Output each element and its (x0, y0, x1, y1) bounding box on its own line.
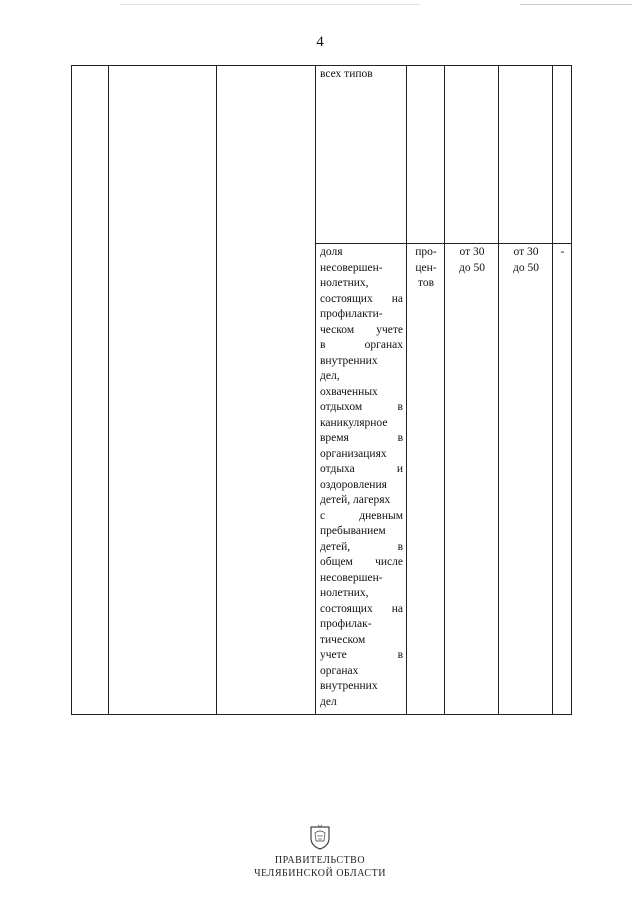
indicator-line: с дневным (320, 509, 403, 522)
indicator-line: организациях (320, 447, 387, 460)
value-c-text: - (560, 246, 565, 258)
value-c-cell (553, 244, 572, 715)
value-a-cell (445, 66, 499, 244)
indicator-line: в органах (320, 339, 403, 351)
value-a-line: до 50 (459, 261, 485, 274)
unit-line: тов (417, 277, 435, 289)
indicator-cell (316, 66, 407, 244)
indicator-line: несовершен- (320, 571, 383, 584)
col-number-cell (72, 66, 109, 715)
indicator-line: ческом учете (320, 323, 403, 336)
indicator-line: профилак- (320, 618, 372, 630)
indicator-line: тическом (320, 633, 366, 646)
indicator-line: дел, (320, 370, 340, 382)
indicator-line: общем числе (320, 556, 403, 568)
value-a-line: от 30 (459, 246, 485, 258)
value-b-line: от 30 (513, 246, 539, 258)
indicator-line: внутренних (320, 680, 378, 692)
indicator-line: доля (320, 246, 343, 258)
stamp-footer (0, 854, 640, 880)
value-b-line: до 50 (513, 261, 539, 274)
indicator-line: время в (320, 432, 403, 444)
indicator-line: каникулярное (320, 416, 388, 429)
col-program-cell (109, 66, 217, 715)
indicator-line: оздоровления (320, 478, 387, 491)
scan-artifact-left (120, 4, 420, 5)
page-number: 4 (316, 34, 324, 50)
indicator-line: состоящих на (320, 292, 403, 305)
indicator-line: нолетних, (320, 587, 369, 599)
shield-icon (309, 824, 331, 850)
unit-cell (407, 66, 445, 244)
indicator-line: детей, в (320, 540, 403, 553)
indicator-line: профилакти- (320, 308, 383, 320)
value-b-cell (499, 66, 553, 244)
value-c-cell (553, 66, 572, 244)
indicator-line: отдыха и (320, 463, 403, 475)
indicator-text: всех типов (320, 68, 373, 80)
indicator-line: детей, лагерях (320, 494, 391, 506)
indicator-line: охваченных (320, 385, 378, 398)
coat-of-arms-emblem (0, 824, 640, 855)
value-b-cell (499, 244, 553, 715)
table-row (72, 66, 572, 244)
indicator-line: дел (320, 695, 337, 708)
indicator-line: органах (320, 664, 359, 677)
unit-line: про- (415, 246, 437, 258)
scan-artifact-right (520, 4, 632, 5)
unit-cell (407, 244, 445, 715)
indicator-line: состоящих на (320, 602, 403, 615)
indicator-line: учете в (320, 649, 403, 661)
stamp-line-2: ЧЕЛЯБИНСКОЙ ОБЛАСТИ (254, 868, 386, 879)
indicators-table (71, 65, 572, 715)
indicator-cell (316, 244, 407, 715)
stamp-line-1: ПРАВИТЕЛЬСТВО (274, 855, 366, 866)
col-goal-cell (217, 66, 316, 715)
value-a-cell (445, 244, 499, 715)
indicator-line: внутренних (320, 354, 378, 367)
indicator-line: отдыхом в (320, 401, 403, 413)
unit-line: цен- (415, 261, 437, 274)
indicator-line: несовершен- (320, 261, 383, 274)
indicator-line: пребыванием (320, 525, 386, 537)
indicator-line: нолетних, (320, 277, 369, 289)
